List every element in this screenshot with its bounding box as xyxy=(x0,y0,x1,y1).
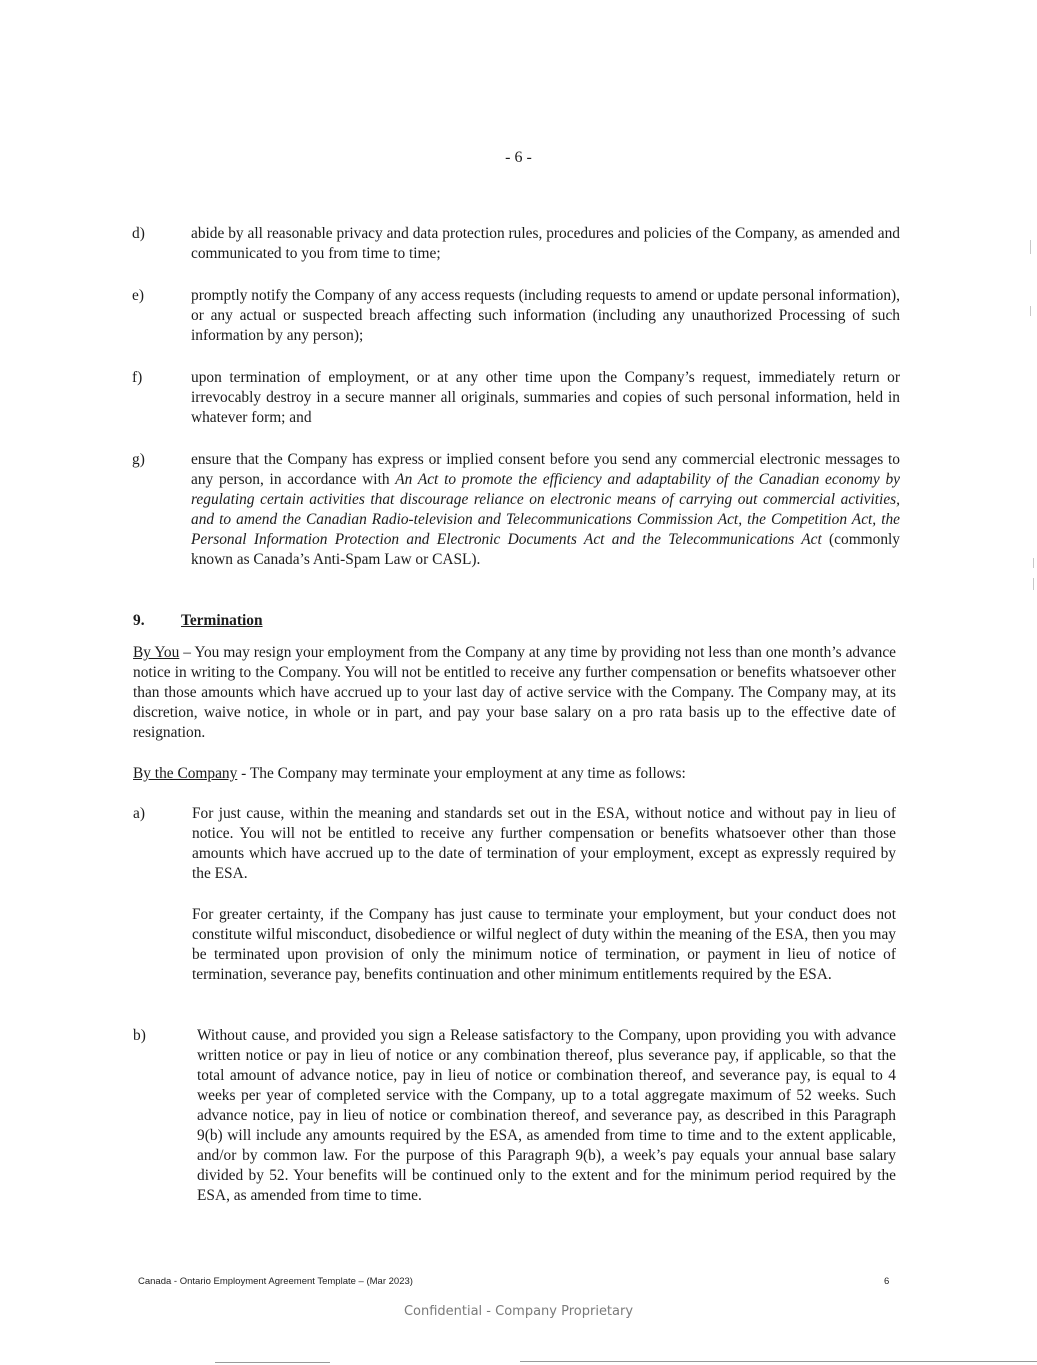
by-you-paragraph xyxy=(133,643,896,743)
list-item-g xyxy=(132,450,900,570)
list-marker: e) xyxy=(132,287,144,304)
list-item-text: promptly notify the Company of any access requests (including requests to amend or update personal information), or any actual or suspected breach affecting such information (including any unauthorized Processing of such information by any person); xyxy=(191,287,900,344)
list-marker: g) xyxy=(132,451,145,468)
list-item-followup-text: For greater certainty, if the Company has just cause to terminate your employment, but your conduct does not constitute wilful misconduct, disobedience or wilful neglect of duty within the meaning of the ESA, then you may be terminated upon provision of only the minimum notice of termination, or payment in lieu of notice of termination, severance pay, benefits continuation and other minimum entitlements required by the ESA. xyxy=(192,906,896,983)
casl-act-title: An Act to promote the efficiency and adaptability of the Canadian economy by regulating certain activities that discourage reliance on electronic means of carrying out commercial activities, and to amend the Canadian Radio-television and Telecommunications Commission Act, the Competition Act, the Personal Information Protection and Electronic Documents Act and the Telecommunications Act xyxy=(191,471,900,548)
by-company-paragraph xyxy=(133,764,896,784)
section-number: 9. xyxy=(133,612,145,629)
list-item-a xyxy=(133,804,896,884)
section-title: Termination xyxy=(181,612,263,629)
list-item-text: abide by all reasonable privacy and data protection rules, procedures and policies of the Company, as amended and communicated to you from time to time; xyxy=(191,225,900,262)
list-item-b xyxy=(133,1026,896,1206)
list-marker: f) xyxy=(132,369,143,386)
page-number: - 6 - xyxy=(505,149,532,166)
footer-template-name: Canada - Ontario Employment Agreement Template – (Mar 2023) xyxy=(138,1276,413,1287)
scan-artifact-mark xyxy=(1030,306,1031,316)
casl-text-before: ensure that the Company has express or implied consent before you send any commercial electronic messages to any person, in accordance with xyxy=(191,451,900,488)
list-item-text: Without cause, and provided you sign a Release satisfactory to the Company, upon providing you with advance written notice or pay in lieu of notice or any combination thereof, plus severance pay, if applicable, so that the total amount of advance notice, pay in lieu of notice or combination thereof, and severance pay, is equal to 4 weeks per year of completed service with the Company, up to a total aggregate maximum of 52 weeks. Such advance notice, pay in lieu of notice or combination thereof, and severance pay, as described in this Paragraph 9(b) will include any amounts required by the ESA, as amended from time to time and to the extent applicable, and/or by common law. For the purpose of this Paragraph 9(b), a week’s pay equals your annual base salary divided by 52. Your benefits will be continued only to the extent and for the minimum period required by the ESA, as amended from time to time. xyxy=(197,1027,896,1204)
section-heading xyxy=(133,611,263,631)
scan-artifact-mark xyxy=(1033,578,1034,590)
by-you-label: By You xyxy=(133,644,180,661)
list-item-f xyxy=(132,368,900,428)
by-company-text: - The Company may terminate your employment at any time as follows: xyxy=(237,765,686,782)
list-item-text: For just cause, within the meaning and standards set out in the ESA, without notice and without pay in lieu of notice. You will not be entitled to receive any further compensation or benefits whatsoever other than those amounts which have accrued up to the date of termination of your employment, except as expressly required by the ESA. xyxy=(192,805,896,882)
list-marker: d) xyxy=(132,225,145,242)
list-marker: a) xyxy=(133,805,145,822)
by-company-label: By the Company xyxy=(133,765,238,782)
list-marker: b) xyxy=(133,1027,146,1044)
list-item-d xyxy=(132,224,900,264)
confidential-label: Confidential - Company Proprietary xyxy=(403,1304,634,1319)
footer-page-number: 6 xyxy=(884,1276,890,1287)
list-item-text xyxy=(191,450,900,570)
list-item-a-followup xyxy=(133,905,896,985)
list-item-e xyxy=(132,286,900,346)
scan-artifact-mark xyxy=(1033,558,1034,568)
scan-artifact-line xyxy=(215,1362,330,1363)
list-item-text: upon termination of employment, or at any other time upon the Company’s request, immediately return or irrevocably destroy in a secure manner all originals, summaries and copies of such personal information, held in whatever form; and xyxy=(191,369,900,426)
scan-artifact-mark xyxy=(1030,240,1031,254)
casl-text-after: (commonly known as Canada’s Anti-Spam Law or CASL). xyxy=(191,531,900,568)
by-you-text: – You may resign your employment from the Company at any time by providing not less than one month’s advance notice in writing to the Company. You will not be entitled to receive any further compensation or benefits whatsoever other than those amounts which have accrued up to your last day of active service with the Company. The Company may, at its discretion, waive notice, in whole or in part, and pay your base salary on a pro rata basis up to the effective date of resignation. xyxy=(133,644,896,741)
scan-artifact-line xyxy=(520,1361,1037,1362)
